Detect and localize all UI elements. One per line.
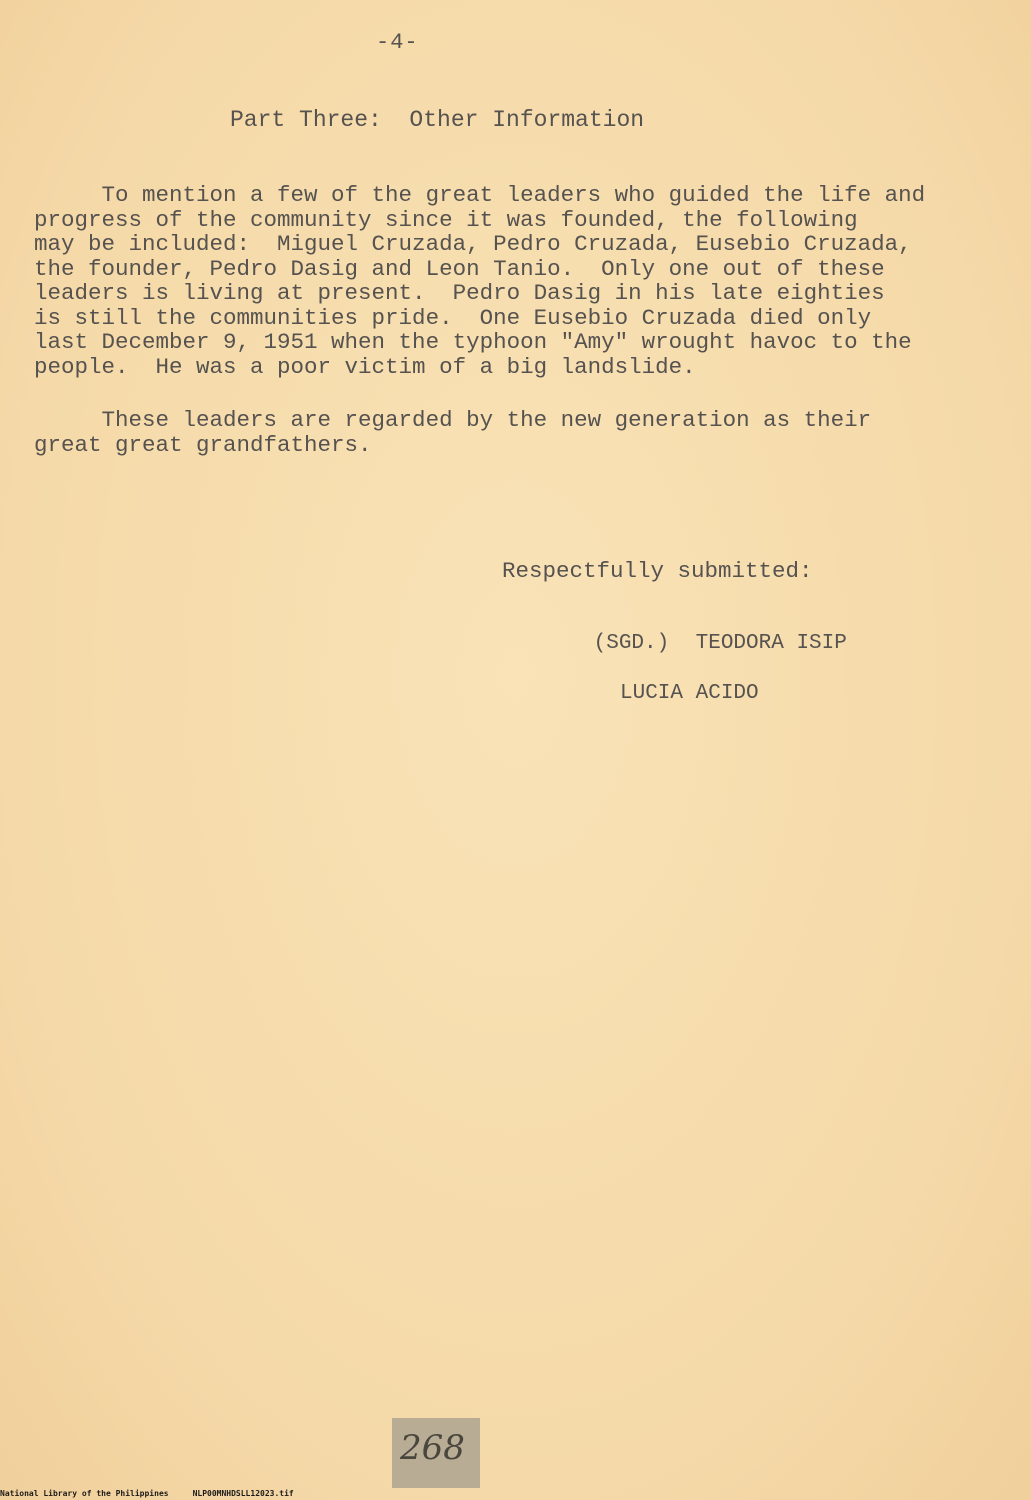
section-heading: Part Three: Other Information — [230, 107, 645, 133]
page-number: -4- — [376, 30, 419, 55]
paragraph-line: people. He was a poor victim of a big landslide. — [34, 353, 696, 380]
paragraph-line: is still the communities pride. One Eusebio Cruzada died only — [34, 304, 872, 331]
paragraph-line: To mention a few of the great leaders who guided the life and — [34, 182, 926, 208]
signatory-name: LUCIA ACIDO — [620, 682, 759, 705]
paragraph-line: These leaders are regarded by the new generation as their — [34, 407, 872, 433]
paragraph-line: great great grandfathers. — [34, 431, 372, 458]
footer-institution: National Library of the Philippines — [0, 1489, 169, 1498]
signature-label: (SGD.) — [593, 632, 670, 655]
paragraph-line: may be included: Miguel Cruzada, Pedro Cruzada, Eusebio Cruzada, — [34, 231, 912, 257]
page-number-stamp — [392, 1418, 480, 1488]
paragraph-line: progress of the community since it was founded, the following — [34, 206, 858, 233]
footer-filename: NLP00MNHDSLL12023.tif — [192, 1489, 294, 1498]
stamp-number: 268 — [400, 1428, 465, 1468]
paragraph-regard — [34, 408, 1014, 457]
signature-row — [518, 606, 847, 681]
closing-text: Respectfully submitted: — [502, 558, 813, 584]
paragraph-line: leaders is living at present. Pedro Dasig in his late eighties — [34, 280, 885, 306]
paragraph-leaders — [34, 183, 1014, 379]
paragraph-line: the founder, Pedro Dasig and Leon Tanio. Only one out of these — [34, 255, 885, 282]
archive-footer — [0, 1489, 294, 1498]
signatory-name: TEODORA ISIP — [695, 632, 847, 655]
paragraph-line: last December 9, 1951 when the typhoon "Amy" wrought havoc to the — [34, 329, 912, 355]
signature-block — [518, 606, 847, 706]
